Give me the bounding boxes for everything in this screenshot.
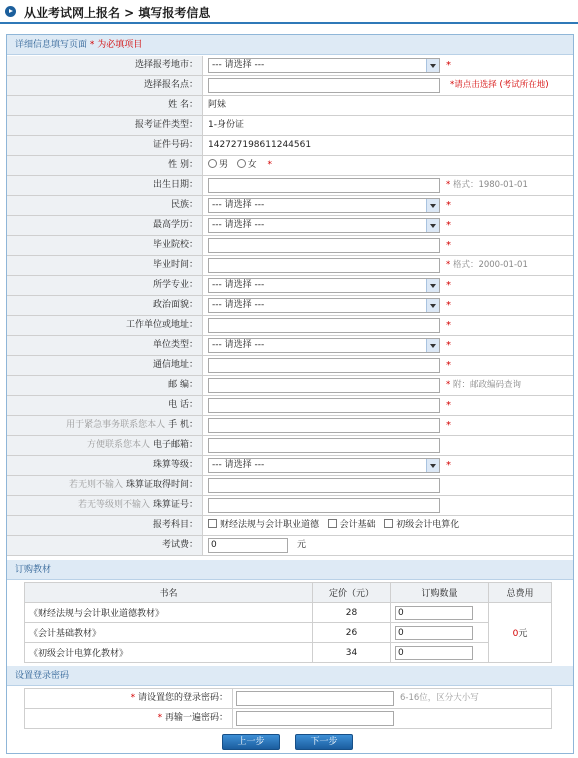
subjects-label: 报考科目：: [7, 516, 203, 535]
ethnic-label: 民族：: [7, 196, 203, 215]
row-school: [7, 236, 573, 256]
row-password-confirm: [24, 708, 552, 729]
row-birth: [7, 176, 573, 196]
politics-label: 政治面貌：: [7, 296, 203, 315]
abacus-no-label: 若无等级则不输入 珠算证号：: [7, 496, 203, 515]
chevron-down-icon[interactable]: [426, 299, 439, 312]
row-ethnic: [7, 196, 573, 216]
postcode-note[interactable]: * 附：邮政编码查询: [446, 380, 521, 390]
major-label: 所学专业：: [7, 276, 203, 295]
work-addr-label: 工作单位或地址：: [7, 316, 203, 335]
col-price: 定价（元）: [313, 583, 391, 603]
required-star: *: [446, 340, 451, 351]
row-postcode: [7, 376, 573, 396]
row-unit-type: [7, 336, 573, 356]
section-detail-header: [7, 35, 573, 55]
row-site: [7, 76, 573, 96]
col-qty: 订购数量: [391, 583, 489, 603]
book-qty-cell: [391, 643, 489, 663]
row-major: [7, 276, 573, 296]
email-input[interactable]: [208, 438, 440, 453]
chevron-down-icon[interactable]: [426, 339, 439, 352]
row-name: [7, 96, 573, 116]
subject-3-checkbox[interactable]: [384, 519, 393, 528]
politics-select[interactable]: --- 请选择 ---: [208, 298, 440, 313]
name-value: 阿妹: [208, 100, 227, 110]
gender-options: [204, 156, 272, 175]
abacus-date-input[interactable]: [208, 478, 440, 493]
required-star: *: [446, 220, 451, 231]
book-name: 《会计基础教材》: [25, 623, 313, 643]
mail-addr-input[interactable]: [208, 358, 440, 373]
section-password-header: [7, 666, 573, 686]
row-gender: [7, 156, 573, 176]
row-abacus-date: [7, 476, 573, 496]
mobile-label: 用于紧急事务联系您本人 手 机：: [7, 416, 203, 435]
gender-male-label: 男: [219, 160, 229, 170]
book-price: 34: [313, 643, 391, 663]
grad-note: * 格式：2000-01-01: [446, 260, 528, 270]
postcode-label: 邮 编：: [7, 376, 203, 395]
row-grad-time: [7, 256, 573, 276]
ethnic-select[interactable]: --- 请选择 ---: [208, 198, 440, 213]
row-politics: [7, 296, 573, 316]
book-qty-input[interactable]: 0: [395, 606, 473, 620]
books-total: 0元: [489, 603, 552, 663]
subject-2-label: 会计基础: [339, 520, 376, 530]
password-note: 6-16位，区分大小写: [400, 693, 479, 703]
section-title: 订购教材: [15, 565, 52, 575]
required-star: *: [446, 240, 451, 251]
password-input[interactable]: [236, 691, 394, 706]
required-star: *: [446, 320, 451, 331]
password-label: * 请设置您的登录密码：: [25, 689, 233, 708]
next-button[interactable]: 下一步: [295, 734, 353, 750]
password-confirm-label: * 再输一遍密码：: [25, 709, 233, 728]
row-fee: [7, 536, 573, 556]
row-email: [7, 436, 573, 456]
row-work-addr: [7, 316, 573, 336]
chevron-down-icon[interactable]: [426, 199, 439, 212]
row-city: [7, 56, 573, 76]
gender-female-radio[interactable]: [237, 159, 246, 168]
book-price: 26: [313, 623, 391, 643]
subject-1-checkbox[interactable]: [208, 519, 217, 528]
table-row: [25, 603, 552, 623]
id-type-value: 1-身份证: [208, 120, 244, 130]
password-confirm-input[interactable]: [236, 711, 394, 726]
col-book-name: 书名: [25, 583, 313, 603]
row-education: [7, 216, 573, 236]
grad-time-input[interactable]: [208, 258, 440, 273]
site-label: 选择报名点：: [7, 76, 203, 95]
required-star: *: [446, 60, 451, 71]
row-mobile: [7, 416, 573, 436]
row-abacus: [7, 456, 573, 476]
section-title: 详细信息填写页面: [15, 40, 88, 50]
name-label: 姓 名：: [7, 96, 203, 115]
chevron-down-icon[interactable]: [426, 279, 439, 292]
required-star: *: [446, 420, 451, 431]
email-label: 方便联系您本人 电子邮箱：: [7, 436, 203, 455]
work-addr-input[interactable]: [208, 318, 440, 333]
required-star: *: [446, 300, 451, 311]
postcode-input[interactable]: [208, 378, 440, 393]
books-table: [24, 582, 552, 663]
education-label: 最高学历：: [7, 216, 203, 235]
birth-input[interactable]: [208, 178, 440, 193]
required-star: *: [446, 360, 451, 371]
grad-time-label: 毕业时间：: [7, 256, 203, 275]
school-input[interactable]: [208, 238, 440, 253]
id-no-label: 证件号码：: [7, 136, 203, 155]
abacus-date-label: 若无则不输入 珠算证取得时间：: [7, 476, 203, 495]
mobile-input[interactable]: [208, 418, 440, 433]
row-id-no: [7, 136, 573, 156]
fee-unit: 元: [297, 540, 307, 550]
birth-label: 出生日期：: [7, 176, 203, 195]
chevron-down-icon[interactable]: [426, 59, 439, 72]
mail-addr-label: 通信地址：: [7, 356, 203, 375]
subjects-options: [204, 516, 459, 535]
book-name: 《财经法规与会计职业道德教材》: [25, 603, 313, 623]
book-price: 28: [313, 603, 391, 623]
subject-3-label: 初级会计电算化: [396, 520, 460, 530]
required-star: *: [446, 280, 451, 291]
row-phone: [7, 396, 573, 416]
gender-male-radio[interactable]: [208, 159, 217, 168]
phone-label: 电 话：: [7, 396, 203, 415]
table-row: [25, 623, 552, 643]
book-qty-input[interactable]: 0: [395, 626, 473, 640]
col-total: 总费用: [489, 583, 552, 603]
book-qty-cell: [391, 623, 489, 643]
book-qty-input[interactable]: 0: [395, 646, 473, 660]
section-books-header: [7, 560, 573, 580]
required-star: *: [446, 460, 451, 471]
row-abacus-no: [7, 496, 573, 516]
subject-1-label: 财经法规与会计职业道德: [220, 520, 320, 530]
site-input[interactable]: [208, 78, 440, 93]
city-label: 选择报考地市：: [7, 56, 203, 75]
section-title: 设置登录密码: [15, 671, 70, 681]
chevron-down-icon[interactable]: [426, 459, 439, 472]
id-type-label: 报考证件类型：: [7, 116, 203, 135]
required-star: *: [267, 160, 272, 170]
fee-label: 考试费：: [7, 536, 203, 555]
city-select[interactable]: --- 请选择 ---: [208, 58, 440, 73]
fee-input[interactable]: 0: [208, 538, 288, 553]
page-title: 从业考试网上报名 > 填写报考信息: [24, 6, 211, 20]
gender-female-label: 女: [247, 160, 257, 170]
row-id-type: [7, 116, 573, 136]
page-header: [0, 0, 578, 24]
row-password: [24, 688, 552, 709]
book-qty-cell: [391, 603, 489, 623]
education-select[interactable]: --- 请选择 ---: [208, 218, 440, 233]
row-subjects: [7, 516, 573, 536]
site-note: *请点击选择 (考试所在地): [450, 80, 549, 90]
prev-button[interactable]: 上一步: [222, 734, 280, 750]
abacus-select[interactable]: --- 请选择 ---: [208, 458, 440, 473]
abacus-no-input[interactable]: [208, 498, 440, 513]
school-label: 毕业院校：: [7, 236, 203, 255]
subject-2-checkbox[interactable]: [328, 519, 337, 528]
chevron-down-icon[interactable]: [426, 219, 439, 232]
id-no-value: 142727198611244561: [208, 140, 312, 150]
book-name: 《初级会计电算化教材》: [25, 643, 313, 663]
unit-type-select[interactable]: --- 请选择 ---: [208, 338, 440, 353]
major-select[interactable]: --- 请选择 ---: [208, 278, 440, 293]
phone-input[interactable]: [208, 398, 440, 413]
table-row: [25, 643, 552, 663]
row-mail-addr: [7, 356, 573, 376]
birth-note: * 格式：1980-01-01: [446, 180, 528, 190]
unit-type-label: 单位类型：: [7, 336, 203, 355]
arrow-bullet-icon: [5, 6, 16, 17]
required-star: *: [446, 400, 451, 411]
required-star: *: [446, 200, 451, 211]
gender-label: 性 别：: [7, 156, 203, 175]
abacus-label: 珠算等级：: [7, 456, 203, 475]
required-note: * 为必填项目: [89, 40, 143, 50]
